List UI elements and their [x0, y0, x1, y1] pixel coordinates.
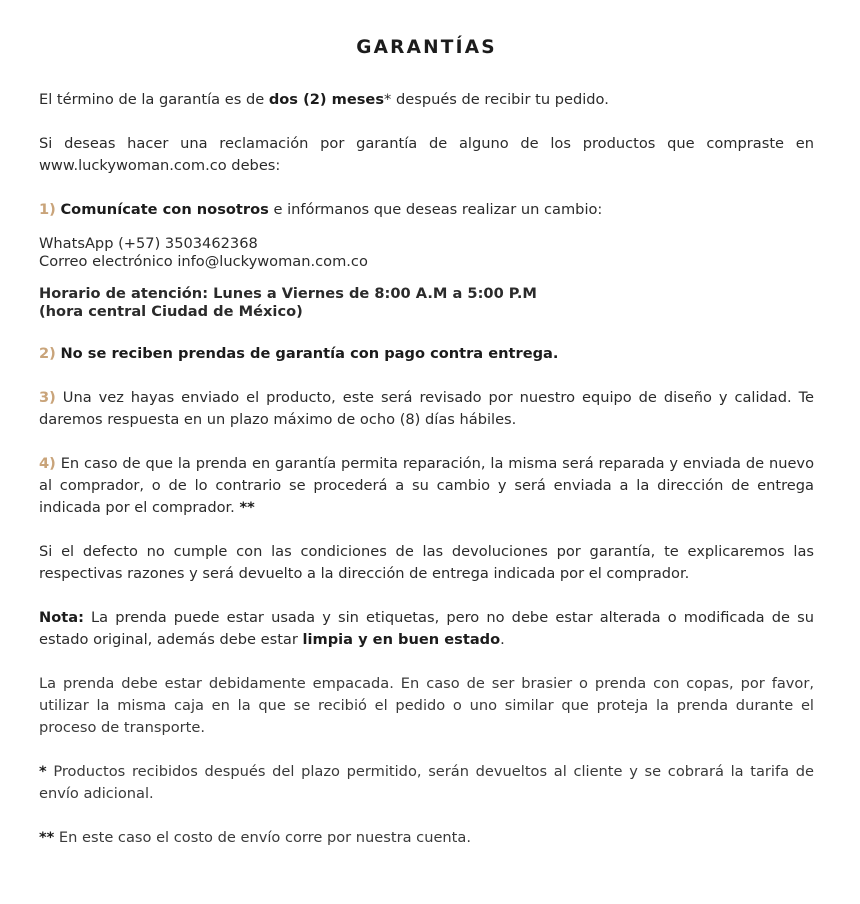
defect-paragraph: Si el defecto no cumple con las condiciones de las devoluciones por garantía, te explicaremos las respectivas razones y será devuelto a la dirección de entrega indicada por el comprador. — [39, 543, 814, 582]
step-1-bold: Comunícate con nosotros — [60, 201, 269, 218]
whatsapp-contact[interactable]: WhatsApp (+57) 3503462368 — [39, 235, 258, 252]
note-text-2: . — [500, 631, 505, 648]
email-contact[interactable]: Correo electrónico info@luckywoman.com.co — [39, 253, 368, 270]
step-2-number: 2) — [39, 345, 56, 362]
note-paragraph — [39, 607, 814, 651]
page-title: GARANTÍAS — [356, 37, 497, 58]
footnote-2-text: En este caso el costo de envío corre por nuestra cuenta. — [54, 829, 471, 846]
step-4-paragraph — [39, 453, 814, 519]
footnote-1 — [39, 761, 814, 805]
step-2-paragraph — [39, 343, 814, 365]
note-label: Nota: — [39, 609, 84, 626]
warranty-term-paragraph — [39, 89, 814, 111]
warranty-term-duration: dos (2) meses — [268, 91, 385, 108]
note-bold: limpia y en buen estado — [302, 631, 501, 648]
note-text-1: La prenda puede estar usada y sin etiquetas, pero no debe estar alterada o modificada de su estado original, además debe estar — [39, 609, 814, 648]
step-1-number: 1) — [39, 201, 56, 218]
step-2-bold: No se reciben prendas de garantía con pago contra entrega. — [60, 345, 559, 362]
step-3-number: 3) — [39, 389, 56, 406]
office-hours-line-1: Horario de atención: Lunes a Viernes de 8:00 A.M a 5:00 P.M — [39, 285, 537, 302]
warranty-term-before: El término de la garantía es de — [39, 91, 269, 108]
step-3-text: Una vez hayas enviado el producto, este será revisado por nuestro equipo de diseño y calidad. Te daremos respuesta en un plazo máximo de ocho (8) días hábiles. — [39, 389, 814, 428]
packaging-paragraph: La prenda debe estar debidamente empacada. En caso de ser brasier o prenda con copas, por favor, utilizar la misma caja en la que se recibió el pedido o uno similar que proteja la prenda durante el proceso de transporte. — [39, 675, 814, 736]
footnote-2 — [39, 827, 814, 849]
step-4-mark: ** — [239, 499, 255, 516]
step-1-paragraph — [39, 199, 814, 221]
warranty-term-after: * después de recibir tu pedido. — [384, 91, 609, 108]
step-1-text: e infórmanos que deseas realizar un cambio: — [268, 201, 603, 218]
claim-instructions-paragraph: Si deseas hacer una reclamación por garantía de alguno de los productos que compraste en www.luckywoman.com.co debes: — [39, 135, 814, 174]
office-hours — [39, 285, 814, 321]
step-4-number: 4) — [39, 455, 56, 472]
contact-info — [39, 235, 814, 271]
footnote-2-mark: ** — [39, 829, 55, 846]
step-3-paragraph — [39, 387, 814, 431]
footnote-1-mark: * — [39, 763, 47, 780]
footnote-1-text: Productos recibidos después del plazo permitido, serán devueltos al cliente y se cobrará la tarifa de envío adicional. — [39, 763, 814, 802]
office-hours-line-2: (hora central Ciudad de México) — [39, 303, 303, 320]
step-4-text: En caso de que la prenda en garantía permita reparación, la misma será reparada y enviada de nuevo al comprador, o de lo contrario se procederá a su cambio y será enviada a la dirección de entrega indicada por el comprador. — [39, 455, 814, 516]
